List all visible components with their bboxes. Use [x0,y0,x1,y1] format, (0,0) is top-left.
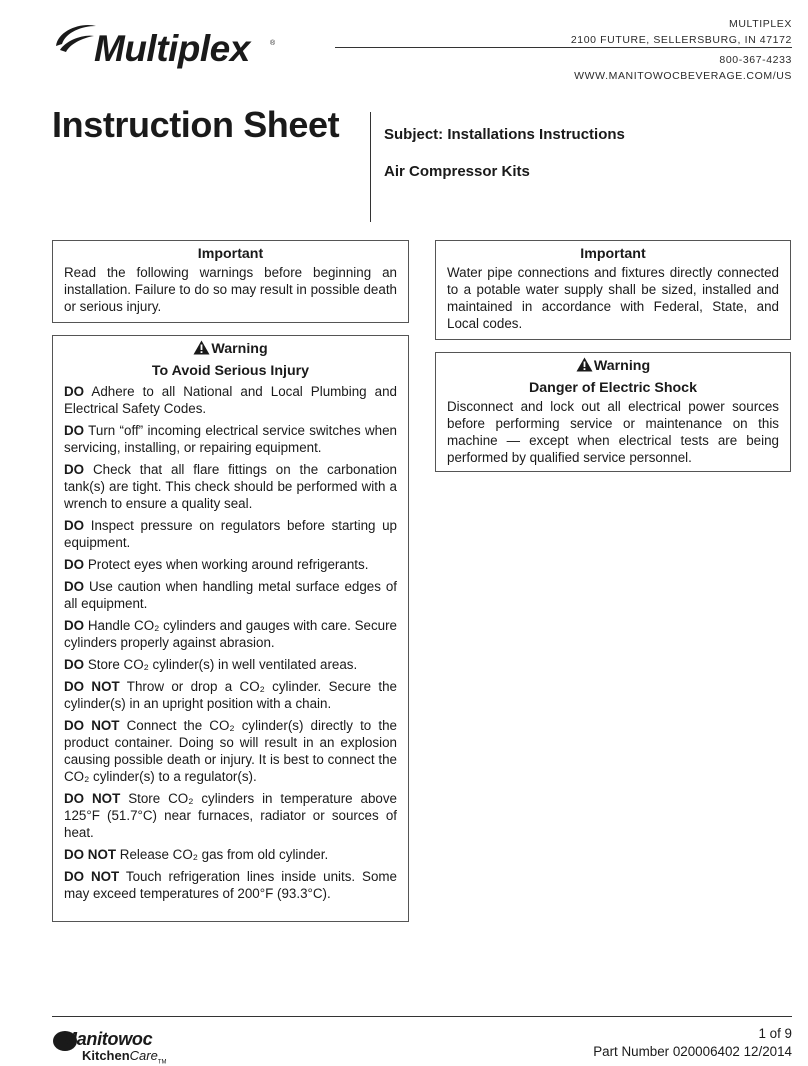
warning-item-keyword: DO [64,557,85,572]
warning-item-keyword: DO [64,618,85,633]
warning-item-keyword: DO [64,384,85,399]
part-number: Part Number 020006402 12/2014 [593,1044,792,1059]
company-address [571,16,792,48]
warning-item-keyword: DO NOT [64,869,120,884]
warning-list-item [64,578,397,612]
important-heading: Important [197,246,264,262]
warning-item-text: Connect the CO₂ cylinder(s) directly to the product container. Doing so will result in an explosion causing possible death or injury. It is best to connect the CO₂ cylinder(s) to a regulator(s). [64,718,397,784]
warning-heading [447,356,779,376]
important-heading: Important [580,246,646,262]
important-box-right [435,240,791,340]
warning-item-keyword: DO NOT [64,791,121,806]
company-website[interactable]: WWW.MANITOWOCBEVERAGE.COM/US [574,70,792,82]
warning-heading [64,339,397,359]
warning-list-item [64,383,397,417]
warning-item-text: Check that all flare fittings on the carbonation tank(s) are tight. This check should be performed with a wrench to ensure a quality seal. [64,462,397,511]
page-title: Instruction Sheet [52,104,340,145]
warning-heading-label: Warning [593,358,651,374]
company-phone: 800-367-4233 [719,54,792,66]
warning-item-keyword: DO [64,657,85,672]
warning-box-shock [435,352,791,472]
warning-list-item [64,846,397,863]
warning-item-keyword: DO [64,423,85,438]
warning-item-keyword: DO [64,518,85,533]
warning-item-text: Throw or drop a CO₂ cylinder. Secure the cylinder(s) in an upright position with a chain. [64,679,398,711]
warning-item-text: Store CO₂ cylinders in temperature above 125°F (51.7°C) near furnaces, radiator or sources of heat. [64,791,397,840]
trademark-mark: TM [157,1059,167,1066]
warning-item-keyword: DO [64,462,85,477]
warning-list-item [64,790,397,841]
warning-item-keyword: DO NOT [64,847,117,862]
warning-item-text: Use caution when handling metal surface edges of all equipment. [64,579,397,611]
warning-item-text: Store CO₂ cylinder(s) in well ventilated areas. [84,657,358,672]
kitchen-text: Kitchen [82,1048,130,1063]
warning-list-item [64,678,397,712]
warning-subheading: Danger of Electric Shock [529,380,697,396]
manitowoc-wordmark: Manitowoc [62,1029,153,1049]
important-box-left [52,240,409,323]
company-contact [574,52,792,84]
registered-mark: ® [270,40,276,47]
warning-list-item [64,617,397,651]
warning-item-keyword: DO [64,579,85,594]
manitowoc-logo [52,1028,167,1066]
warning-item-text: Release CO₂ gas from old cylinder. [116,847,329,862]
warning-list-item [64,717,397,785]
care-text: Care [129,1048,158,1063]
warning-list-item [64,461,397,512]
subject-line: Subject: Installations Instructions [384,126,625,143]
warning-item-keyword: DO NOT [64,718,120,733]
warning-list-item [64,422,397,456]
logo-wordmark: Multiplex [94,28,250,69]
warning-list-item [64,656,397,673]
company-street: 2100 FUTURE, SELLERSBURG, IN 47172 [570,34,792,46]
kitchencare-wordmark [82,1048,167,1066]
important-text: Water pipe connections and fixtures directly connected to a potable water supply shall be sized, installed and maintained in accordance with Federal, State, and Local codes. [447,265,779,331]
multiplex-logo [52,18,282,72]
warning-triangle-icon [576,357,593,372]
page-number: 1 of 9 [758,1026,792,1041]
multiplex-swoosh-icon [52,18,100,58]
warning-list-item [64,517,397,551]
warning-list-item [64,556,397,573]
warning-item-keyword: DO NOT [64,679,120,694]
warning-item-text: Turn “off” incoming electrical service switches when servicing, installing, or repairing equipment. [64,423,397,455]
title-divider [370,112,371,222]
warning-item-text: Protect eyes when working around refrigerants. [84,557,369,572]
subject-line-2: Air Compressor Kits [384,163,530,180]
warning-heading-label: Warning [211,341,268,357]
warning-list [64,383,397,902]
warning-triangle-icon [193,340,210,355]
important-text: Read the following warnings before beginning an installation. Failure to do so may result in possible death or serious injury. [64,265,397,314]
warning-item-text: Adhere to all National and Local Plumbing and Electrical Safety Codes. [64,384,397,416]
company-name: MULTIPLEX [729,18,792,30]
warning-item-text: Handle CO₂ cylinders and gauges with care. Secure cylinders properly against abrasion. [64,618,397,650]
warning-item-text: Touch refrigeration lines inside units. Some may exceed temperatures of 200°F (93.3°C). [64,869,398,901]
warning-box-injury [52,335,409,922]
footer-rule [52,1016,792,1017]
warning-subheading: To Avoid Serious Injury [151,363,310,379]
header-rule [335,47,792,48]
warning-text: Disconnect and lock out all electrical power sources before performing service or maintenance on this machine — except when electrical tests are being performed by qualified service personnel. [447,399,779,465]
warning-list-item [64,868,397,902]
warning-item-text: Inspect pressure on regulators before starting up equipment. [64,518,397,550]
